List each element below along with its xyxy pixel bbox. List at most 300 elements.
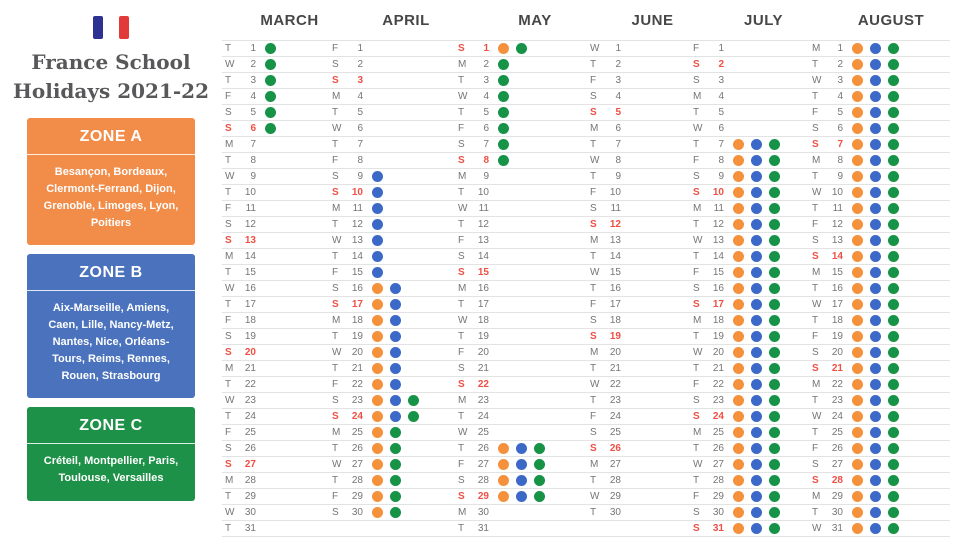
- day-cell-april-15: [329, 265, 455, 280]
- zone-c-dot: [769, 187, 780, 198]
- day-cell-may-21: [455, 361, 587, 376]
- holiday-dots: [733, 235, 787, 246]
- day-letter: W: [458, 315, 468, 326]
- day-letter: W: [693, 347, 703, 358]
- day-letter: S: [225, 331, 232, 342]
- calendar-row-10: [222, 185, 950, 201]
- day-number: 29: [609, 491, 621, 502]
- zone-c-label: ZONE C: [79, 417, 143, 435]
- holiday-dots: [733, 219, 787, 230]
- sidebar: [0, 0, 222, 540]
- holiday-dots: [498, 107, 516, 118]
- zone-b-dot: [751, 395, 762, 406]
- day-letter: W: [590, 267, 600, 278]
- day-number: 17: [831, 299, 843, 310]
- zone-a-dot: [733, 187, 744, 198]
- day-cell-june-21: [587, 361, 690, 376]
- day-letter: T: [332, 363, 339, 374]
- zone-c-dot: [888, 107, 899, 118]
- holiday-dots: [372, 395, 426, 406]
- zone-c-dot: [498, 155, 509, 166]
- zone-a-dot: [733, 331, 744, 342]
- zone-c-dot: [888, 235, 899, 246]
- month-header-july: JULY: [744, 11, 783, 29]
- zone-a-dot: [852, 267, 863, 278]
- day-cell-march-6: [222, 121, 329, 136]
- holiday-dots: [498, 443, 552, 454]
- zone-c-dot: [888, 43, 899, 54]
- day-cell-april-5: [329, 105, 455, 120]
- zone-a-dot: [372, 347, 383, 358]
- zone-a-dot: [372, 475, 383, 486]
- day-number: 27: [712, 459, 724, 470]
- day-cell-empty: [329, 521, 455, 536]
- holiday-dots: [372, 171, 390, 182]
- day-cell-august-10: [809, 185, 945, 200]
- day-cell-july-26: [690, 441, 809, 456]
- zone-b-dot: [390, 395, 401, 406]
- day-cell-march-14: [222, 249, 329, 264]
- day-number: 24: [477, 411, 489, 422]
- calendar-row-2: [222, 57, 950, 73]
- zone-a-cities: Besançon, Bordeaux, Clermont-Ferrand, Dijon, Grenoble, Limoges, Lyon, Poitiers: [43, 166, 179, 230]
- day-number: 13: [351, 235, 363, 246]
- day-letter: T: [590, 171, 597, 182]
- zone-a-dot: [852, 283, 863, 294]
- day-number: 26: [244, 443, 256, 454]
- day-number: 22: [477, 379, 489, 390]
- day-letter: T: [693, 251, 700, 262]
- calendar-row-24: [222, 409, 950, 425]
- zone-a-dot: [733, 459, 744, 470]
- day-letter: T: [458, 219, 465, 230]
- day-letter: F: [693, 43, 700, 54]
- holiday-dots: [733, 459, 787, 470]
- holiday-dots: [498, 459, 552, 470]
- day-cell-march-22: [222, 377, 329, 392]
- holiday-dots: [733, 331, 787, 342]
- day-letter: T: [225, 379, 232, 390]
- day-number: 6: [615, 123, 621, 134]
- day-letter: S: [812, 347, 819, 358]
- zone-b-dot: [516, 443, 527, 454]
- day-letter: W: [693, 123, 703, 134]
- day-cell-may-5: [455, 105, 587, 120]
- holiday-dots: [498, 123, 516, 134]
- zone-b-dot: [751, 139, 762, 150]
- day-letter: S: [693, 75, 700, 86]
- day-letter: S: [812, 459, 819, 470]
- zone-a-dot: [852, 187, 863, 198]
- holiday-dots: [852, 395, 906, 406]
- zone-c-dot: [534, 475, 545, 486]
- day-number: 14: [244, 251, 256, 262]
- day-number: 3: [483, 75, 489, 86]
- holiday-dots: [733, 507, 787, 518]
- day-cell-june-2: [587, 57, 690, 72]
- day-cell-april-21: [329, 361, 455, 376]
- day-cell-june-19: [587, 329, 690, 344]
- day-number: 11: [832, 203, 843, 214]
- zone-c-dot: [888, 251, 899, 262]
- day-letter: S: [693, 395, 700, 406]
- day-letter: W: [812, 75, 822, 86]
- day-letter: S: [693, 283, 700, 294]
- day-number: 10: [609, 187, 621, 198]
- zone-c-dot: [769, 459, 780, 470]
- zone-b-dot: [870, 203, 881, 214]
- zone-c-dot: [888, 59, 899, 70]
- zone-a-dot: [852, 347, 863, 358]
- day-letter: F: [812, 219, 819, 230]
- zone-c-dot: [769, 395, 780, 406]
- day-letter: W: [332, 347, 342, 358]
- day-number: 8: [615, 155, 621, 166]
- zone-a-dot: [852, 75, 863, 86]
- day-letter: W: [812, 523, 822, 534]
- day-number: 1: [483, 43, 489, 54]
- day-number: 20: [477, 347, 489, 358]
- day-letter: T: [693, 331, 700, 342]
- day-letter: M: [458, 59, 467, 70]
- day-cell-march-30: [222, 505, 329, 520]
- day-cell-june-14: [587, 249, 690, 264]
- day-letter: S: [812, 363, 819, 374]
- holiday-dots: [498, 75, 516, 86]
- zone-b-dot: [516, 459, 527, 470]
- day-cell-may-27: [455, 457, 587, 472]
- zone-a-dot: [852, 395, 863, 406]
- day-letter: W: [458, 427, 468, 438]
- day-cell-july-8: [690, 153, 809, 168]
- day-number: 2: [718, 59, 724, 70]
- day-cell-april-2: [329, 57, 455, 72]
- calendar-row-31: [222, 521, 950, 537]
- zone-a-dot: [733, 299, 744, 310]
- day-number: 25: [712, 427, 724, 438]
- day-letter: S: [332, 411, 339, 422]
- day-cell-july-22: [690, 377, 809, 392]
- day-number: 6: [718, 123, 724, 134]
- zone-a-dot: [733, 347, 744, 358]
- day-cell-april-30: [329, 505, 455, 520]
- day-cell-april-12: [329, 217, 455, 232]
- day-cell-june-24: [587, 409, 690, 424]
- zone-a-dot: [733, 411, 744, 422]
- zone-b-dot: [751, 379, 762, 390]
- zone-b-dot: [870, 107, 881, 118]
- day-number: 15: [831, 267, 843, 278]
- zone-b-dot: [751, 283, 762, 294]
- day-letter: W: [332, 123, 342, 134]
- day-cell-august-31: [809, 521, 945, 536]
- zone-b-dot: [390, 363, 401, 374]
- day-cell-august-26: [809, 441, 945, 456]
- holiday-dots: [852, 171, 906, 182]
- holiday-dots: [852, 347, 906, 358]
- zone-b-dot: [870, 219, 881, 230]
- zone-b-dot: [751, 507, 762, 518]
- day-cell-july-13: [690, 233, 809, 248]
- day-number: 19: [477, 331, 489, 342]
- zone-a-dot: [852, 59, 863, 70]
- zone-c-dot: [769, 139, 780, 150]
- day-cell-empty: [587, 521, 690, 536]
- holiday-dots: [733, 475, 787, 486]
- calendar-row-14: [222, 249, 950, 265]
- day-number: 27: [831, 459, 843, 470]
- day-letter: S: [458, 491, 465, 502]
- day-number: 1: [718, 43, 724, 54]
- day-number: 7: [615, 139, 621, 150]
- day-letter: T: [812, 395, 819, 406]
- day-cell-august-25: [809, 425, 945, 440]
- zone-c-dot: [534, 491, 545, 502]
- day-number: 12: [244, 219, 256, 230]
- day-letter: T: [225, 523, 232, 534]
- day-number: 17: [351, 299, 363, 310]
- zone-a-dot: [498, 459, 509, 470]
- zone-c-dot: [534, 443, 545, 454]
- day-number: 18: [609, 315, 621, 326]
- holiday-dots: [733, 523, 787, 534]
- zone-c-dot: [888, 299, 899, 310]
- zone-a-dot: [852, 219, 863, 230]
- zone-c-dot: [888, 123, 899, 134]
- day-letter: S: [332, 283, 339, 294]
- day-number: 8: [357, 155, 363, 166]
- day-cell-may-17: [455, 297, 587, 312]
- zone-a-dot: [852, 315, 863, 326]
- day-number: 5: [718, 107, 724, 118]
- day-letter: T: [693, 363, 700, 374]
- day-number: 29: [477, 491, 489, 502]
- day-cell-august-2: [809, 57, 945, 72]
- zone-c-dot: [888, 171, 899, 182]
- day-letter: S: [812, 123, 819, 134]
- holiday-dots: [733, 283, 787, 294]
- day-letter: W: [458, 203, 468, 214]
- holiday-dots: [852, 251, 906, 262]
- zone-b-dot: [390, 315, 401, 326]
- day-number: 25: [831, 427, 843, 438]
- day-cell-march-21: [222, 361, 329, 376]
- day-cell-march-4: [222, 89, 329, 104]
- day-letter: S: [225, 219, 232, 230]
- zone-c-dot: [769, 299, 780, 310]
- day-number: 6: [357, 123, 363, 134]
- zone-c-dot: [769, 283, 780, 294]
- calendar-row-17: [222, 297, 950, 313]
- day-number: 18: [477, 315, 489, 326]
- day-letter: W: [590, 43, 600, 54]
- day-letter: F: [332, 491, 339, 502]
- calendar-row-29: [222, 489, 950, 505]
- zone-b-dot: [870, 43, 881, 54]
- day-cell-april-27: [329, 457, 455, 472]
- day-number: 14: [609, 251, 621, 262]
- zone-c-dot: [390, 427, 401, 438]
- day-letter: F: [332, 43, 339, 54]
- calendar-row-27: [222, 457, 950, 473]
- day-letter: F: [590, 75, 597, 86]
- day-number: 2: [250, 59, 256, 70]
- day-cell-may-25: [455, 425, 587, 440]
- zone-b-dot: [870, 395, 881, 406]
- day-cell-august-24: [809, 409, 945, 424]
- calendar-row-11: [222, 201, 950, 217]
- day-number: 4: [250, 91, 256, 102]
- day-letter: S: [693, 299, 700, 310]
- zone-b-dot: [751, 219, 762, 230]
- day-cell-april-8: [329, 153, 455, 168]
- day-cell-may-15: [455, 265, 587, 280]
- holiday-dots: [372, 491, 408, 502]
- holiday-dots: [372, 347, 408, 358]
- zone-a-dot: [852, 523, 863, 534]
- day-cell-july-29: [690, 489, 809, 504]
- day-cell-march-10: [222, 185, 329, 200]
- day-letter: W: [693, 459, 703, 470]
- day-letter: F: [332, 379, 339, 390]
- day-cell-may-28: [455, 473, 587, 488]
- day-cell-july-2: [690, 57, 809, 72]
- day-letter: F: [590, 411, 597, 422]
- day-letter: S: [332, 59, 339, 70]
- day-letter: T: [225, 43, 232, 54]
- day-number: 10: [244, 187, 256, 198]
- day-number: 25: [609, 427, 621, 438]
- day-letter: T: [590, 395, 597, 406]
- day-letter: F: [458, 347, 465, 358]
- day-number: 18: [831, 315, 843, 326]
- zone-b-dot: [870, 379, 881, 390]
- day-letter: T: [458, 107, 465, 118]
- day-number: 3: [357, 75, 363, 86]
- day-letter: M: [458, 507, 467, 518]
- day-cell-march-17: [222, 297, 329, 312]
- day-cell-march-26: [222, 441, 329, 456]
- zone-c-dot: [769, 363, 780, 374]
- day-letter: S: [225, 123, 232, 134]
- day-letter: T: [458, 187, 465, 198]
- holiday-dots: [265, 123, 283, 134]
- month-header-row: [222, 0, 950, 40]
- day-cell-august-14: [809, 249, 945, 264]
- holiday-dots: [733, 427, 787, 438]
- zone-a-dot: [852, 443, 863, 454]
- month-header-june: JUNE: [631, 11, 674, 29]
- title-line-1: France School: [31, 50, 191, 74]
- day-cell-march-15: [222, 265, 329, 280]
- zone-c-dot: [498, 59, 509, 70]
- zone-b-dot: [870, 75, 881, 86]
- day-number: 6: [250, 123, 256, 134]
- day-letter: M: [812, 379, 821, 390]
- day-letter: M: [458, 171, 467, 182]
- day-number: 8: [718, 155, 724, 166]
- day-number: 15: [477, 267, 489, 278]
- zone-b-dot: [870, 523, 881, 534]
- day-number: 3: [837, 75, 843, 86]
- calendar-rows: [222, 40, 950, 537]
- calendar-row-8: [222, 153, 950, 169]
- day-cell-july-1: [690, 41, 809, 56]
- day-cell-april-13: [329, 233, 455, 248]
- day-number: 6: [837, 123, 843, 134]
- day-number: 28: [477, 475, 489, 486]
- day-number: 27: [477, 459, 489, 470]
- day-number: 30: [477, 507, 489, 518]
- zone-c-dot: [534, 459, 545, 470]
- day-number: 13: [609, 235, 621, 246]
- zone-a-dot: [733, 443, 744, 454]
- zone-c-dot: [769, 443, 780, 454]
- zone-b-dot: [870, 187, 881, 198]
- day-letter: T: [458, 331, 465, 342]
- day-letter: T: [812, 507, 819, 518]
- zone-c-dot: [888, 219, 899, 230]
- holiday-dots: [733, 411, 787, 422]
- day-number: 19: [351, 331, 363, 342]
- zone-b-dot: [870, 363, 881, 374]
- zone-b-dot: [516, 475, 527, 486]
- day-cell-may-19: [455, 329, 587, 344]
- zone-a-dot: [372, 443, 383, 454]
- calendar-row-21: [222, 361, 950, 377]
- day-number: 4: [483, 91, 489, 102]
- day-letter: M: [225, 475, 234, 486]
- day-number: 13: [831, 235, 843, 246]
- day-letter: W: [590, 155, 600, 166]
- zone-b-dot: [870, 123, 881, 134]
- zone-b-dot: [870, 235, 881, 246]
- holiday-dots: [372, 443, 408, 454]
- zone-b-dot: [751, 203, 762, 214]
- calendar-row-15: [222, 265, 950, 281]
- day-letter: F: [458, 123, 465, 134]
- day-number: 17: [609, 299, 621, 310]
- zone-c-dot: [888, 363, 899, 374]
- day-number: 27: [351, 459, 363, 470]
- holiday-dots: [498, 475, 552, 486]
- day-cell-july-10: [690, 185, 809, 200]
- day-cell-august-21: [809, 361, 945, 376]
- zone-b-dot: [751, 299, 762, 310]
- day-letter: T: [458, 411, 465, 422]
- zone-b-dot: [870, 267, 881, 278]
- zone-a-dot: [733, 235, 744, 246]
- zone-c-dot: [265, 59, 276, 70]
- zone-b-dot: [390, 379, 401, 390]
- zone-a-dot: [733, 475, 744, 486]
- day-cell-august-17: [809, 297, 945, 312]
- day-cell-march-7: [222, 137, 329, 152]
- calendar-row-16: [222, 281, 950, 297]
- day-cell-may-20: [455, 345, 587, 360]
- day-letter: T: [590, 475, 597, 486]
- zone-a-dot: [733, 507, 744, 518]
- day-letter: S: [458, 251, 465, 262]
- holiday-dots: [852, 363, 906, 374]
- zone-b-dot: [870, 251, 881, 262]
- day-cell-april-6: [329, 121, 455, 136]
- day-number: 15: [244, 267, 256, 278]
- day-cell-april-7: [329, 137, 455, 152]
- day-number: 7: [483, 139, 489, 150]
- day-number: 28: [351, 475, 363, 486]
- day-number: 14: [477, 251, 489, 262]
